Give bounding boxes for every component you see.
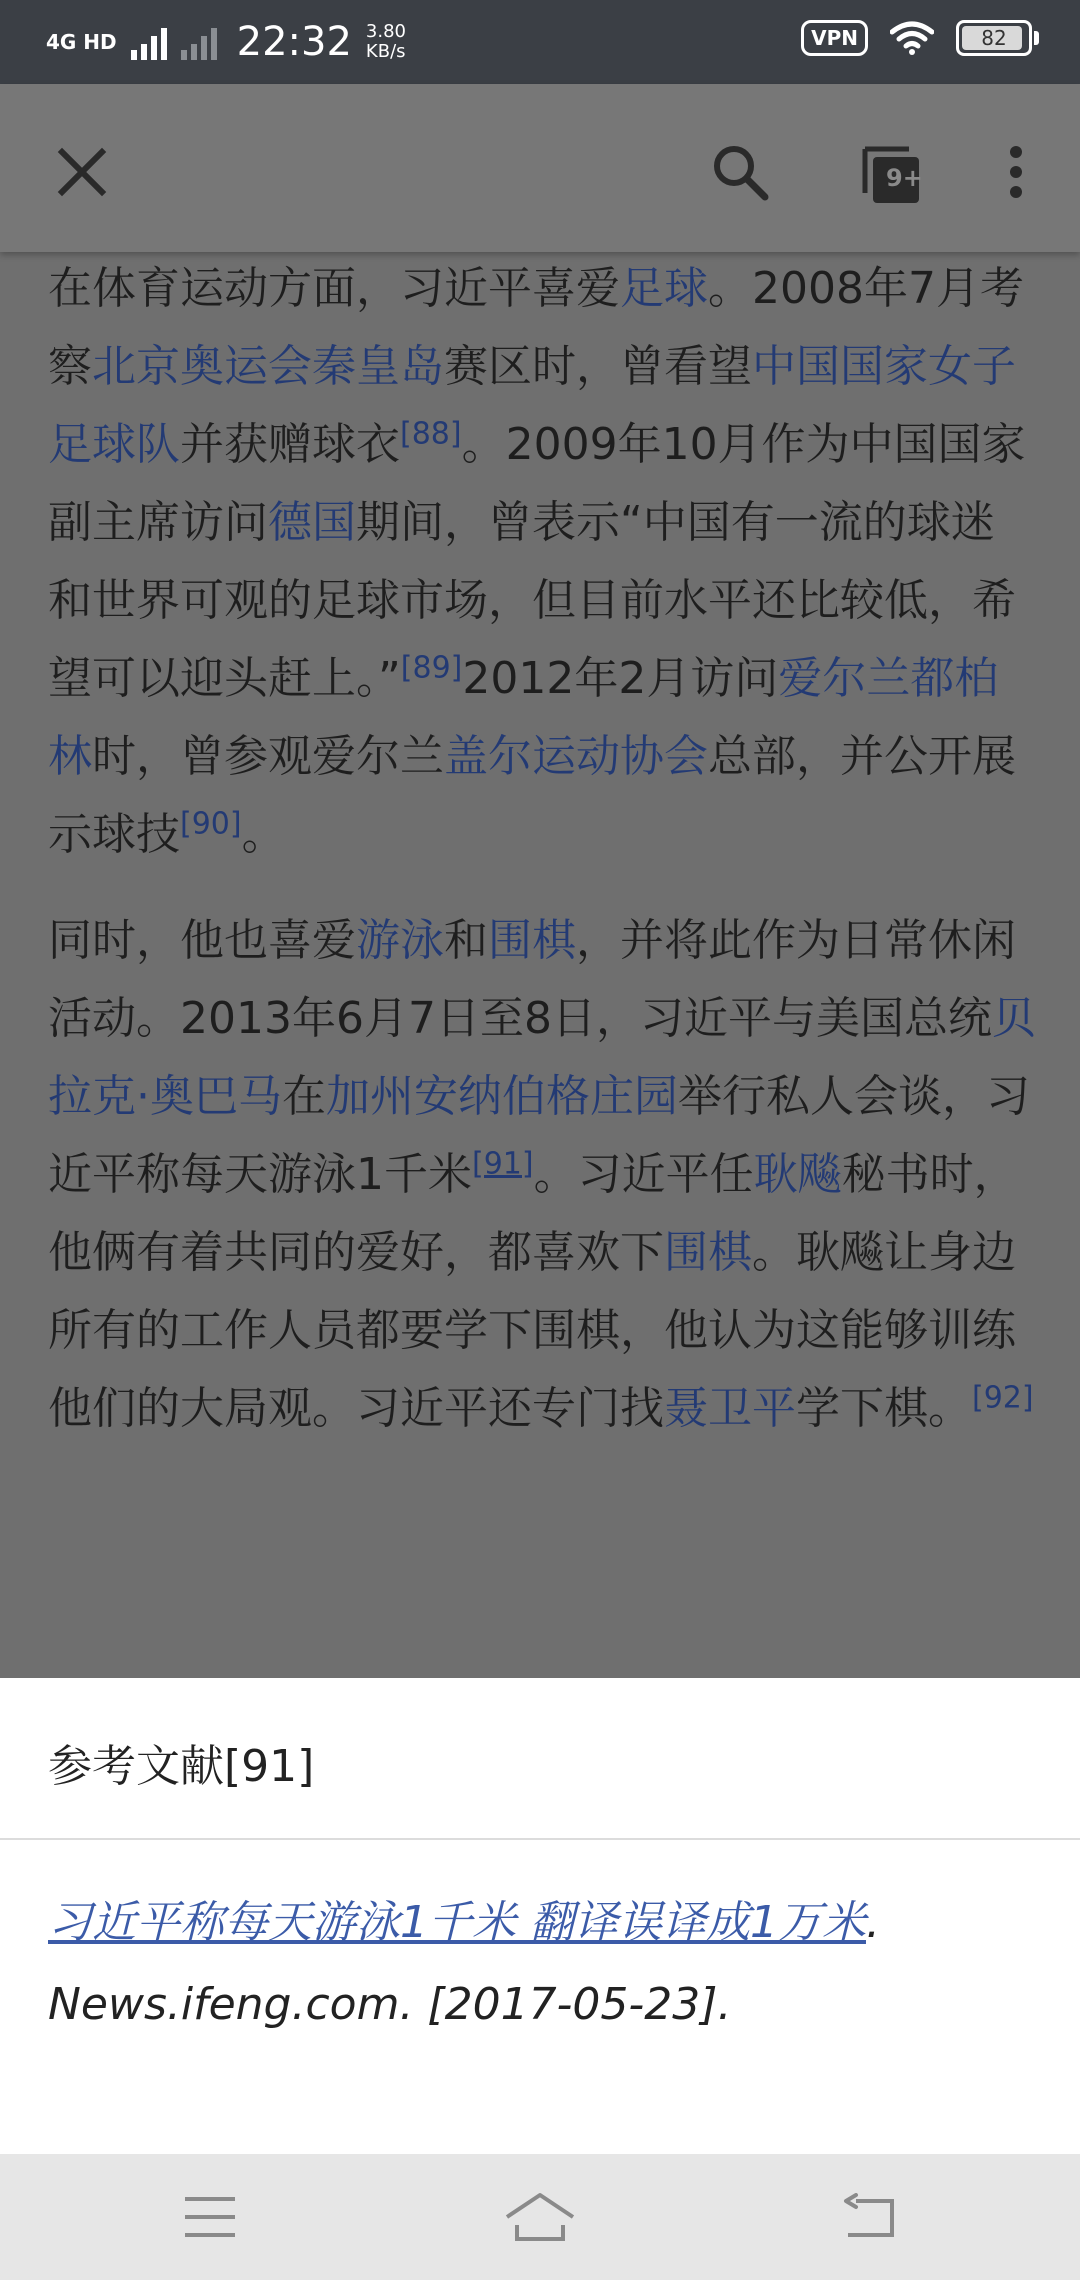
text: 在体育运动方面，习近平喜爱	[48, 263, 620, 314]
text: 并获赠球衣	[180, 419, 400, 470]
tabs-count: 9+	[886, 164, 923, 192]
citation-89[interactable]: [89]	[400, 650, 463, 686]
home-button[interactable]	[490, 2182, 590, 2252]
back-icon	[842, 2193, 898, 2241]
home-icon	[503, 2191, 577, 2243]
network-speed-value: 3.80	[365, 21, 406, 42]
network-type: 4G HD	[46, 30, 117, 54]
reference-panel	[0, 1678, 1080, 2154]
text: 。2009年10月作为中国国家副主席访问	[48, 419, 1026, 548]
reference-citation: . News.ifeng.com. [2017-05-23].	[48, 1897, 880, 2030]
tabs-button[interactable]	[852, 136, 932, 216]
text: 。2008年7月考察	[48, 263, 1024, 392]
link-go-game-2[interactable]: 围棋	[664, 1227, 752, 1278]
status-bar	[0, 0, 1080, 84]
menu-button[interactable]	[160, 2182, 260, 2252]
reference-panel-title: 参考文献[91]	[48, 1741, 315, 1792]
link-gaelic-athletic-association[interactable]: 盖尔运动协会	[444, 731, 708, 782]
back-button[interactable]	[820, 2182, 920, 2252]
close-button[interactable]	[46, 136, 118, 208]
search-button[interactable]	[704, 136, 776, 208]
text: 和	[444, 915, 488, 966]
link-nie-weiping[interactable]: 聂卫平	[664, 1383, 796, 1434]
text: 。耿飚让身边所有的工作人员都要学下围棋，他认为这能够训练他们的大局观。习近平还专门找	[48, 1227, 1016, 1434]
signal-icon	[131, 24, 167, 60]
citation-92[interactable]: [92]	[972, 1380, 1034, 1416]
text: 举行私人会谈，习近平称每天游泳1千米	[48, 1071, 1030, 1200]
citation-88[interactable]: [88]	[400, 416, 462, 452]
text: ，并将此作为日常休闲活动。2013年6月7日至8日，习近平与美国总统	[48, 915, 1016, 1044]
top-toolbar	[0, 84, 1080, 252]
citation-91[interactable]: [91]	[472, 1146, 534, 1182]
text: 同时，他也喜爱	[48, 915, 356, 966]
link-china-womens-football-team[interactable]: 中国国家女子足球队	[48, 341, 1016, 470]
link-dublin-ireland[interactable]: 爱尔兰都柏林	[48, 653, 999, 782]
text: 在	[282, 1071, 326, 1122]
text: 。习近平任	[533, 1149, 754, 1200]
divider	[0, 1838, 1080, 1840]
text: 期间，曾表示“中国有一流的球迷和世界可观的足球市场，但目前水平还比较低，希望可以迎头赶上。”	[48, 497, 1016, 704]
link-football[interactable]: 足球	[620, 263, 708, 314]
link-beijing-olympics-qinhuangdao[interactable]: 北京奥运会秦皇岛	[92, 341, 444, 392]
more-vert-icon	[1008, 144, 1024, 200]
text: 2012年2月访问	[462, 653, 779, 704]
link-germany[interactable]: 德国	[268, 497, 356, 548]
citation-90[interactable]: [90]	[180, 806, 242, 842]
article-content	[48, 250, 1038, 1476]
battery-level: 82	[981, 26, 1007, 50]
vpn-badge: VPN	[801, 20, 868, 56]
network-speed	[366, 22, 406, 62]
link-geng-biao[interactable]: 耿飚	[753, 1149, 842, 1200]
paragraph-swimming-go	[48, 902, 1038, 1448]
text: 。	[241, 809, 286, 860]
signal-secondary-icon	[181, 24, 217, 60]
close-icon	[57, 147, 107, 197]
more-options-button[interactable]	[996, 136, 1036, 208]
network-speed-unit: KB/s	[365, 41, 406, 62]
link-go-game[interactable]: 围棋	[488, 915, 576, 966]
search-icon	[711, 143, 769, 201]
menu-icon	[183, 2195, 237, 2239]
text: 秘书时，他俩有着共同的爱好，都喜欢下	[48, 1149, 1018, 1278]
link-swimming[interactable]: 游泳	[356, 915, 444, 966]
battery-icon	[956, 20, 1032, 56]
clock: 22:32	[236, 19, 352, 65]
paragraph-sports	[48, 250, 1038, 874]
wifi-icon	[890, 21, 934, 55]
text: 赛区时，曾看望	[444, 341, 752, 392]
text: 时，曾参观爱尔兰	[92, 731, 444, 782]
text: 总部，并公开展示球技	[48, 731, 1016, 860]
system-nav-bar	[0, 2154, 1080, 2280]
link-annenberg-estate[interactable]: 加州安纳伯格庄园	[326, 1071, 678, 1122]
reference-link[interactable]: 习近平称每天游泳1千米 翻译误译成1万米	[48, 1897, 866, 1948]
reference-text	[48, 1882, 1038, 2046]
link-barack-obama[interactable]: 贝拉克·奥巴马	[48, 993, 1036, 1122]
text: 学下棋。	[796, 1383, 972, 1434]
